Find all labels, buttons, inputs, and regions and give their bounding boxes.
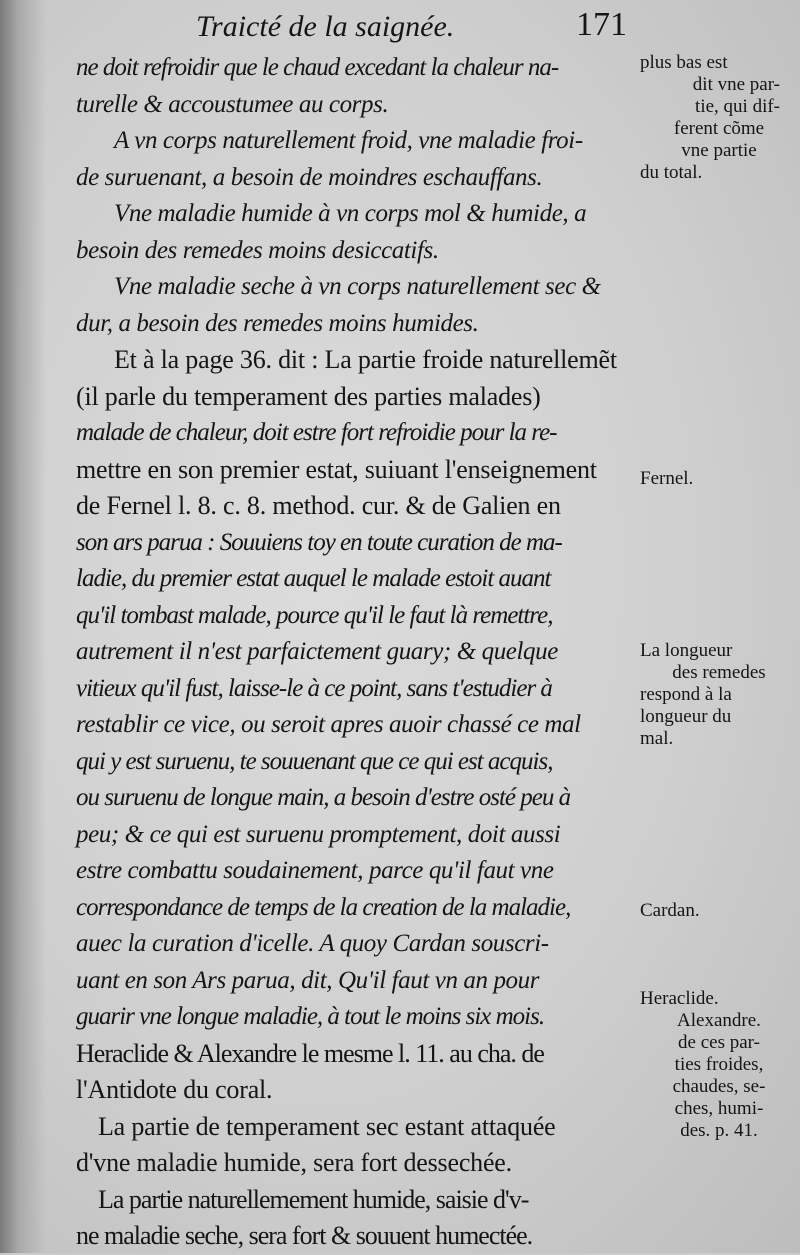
text-line: ne maladie seche, sera fort & souuent humectée.: [76, 1221, 533, 1250]
text-line: de suruenant, a besoin de moindres eschauffans.: [76, 163, 543, 191]
main-text-column: [76, 50, 648, 1255]
text-line: Heraclide & Alexandre le mesme l. 11. au cha. de: [76, 1038, 544, 1068]
page-header: [0, 4, 800, 48]
margin-note: [640, 468, 798, 490]
margin-note: [640, 52, 798, 184]
text-line: besoin des remedes moins desiccatifs.: [76, 236, 439, 264]
text-line: dur, a besoin des remedes moins humides.: [76, 309, 479, 337]
margin-note-line: vne partie: [681, 140, 757, 161]
margin-note-line: respond à la: [640, 684, 732, 705]
margin-note-line: Fernel.: [640, 468, 694, 489]
text-line: mettre en son premier estat, suiuant l'enseignement: [76, 454, 597, 484]
text-line: l'Antidote du coral.: [76, 1075, 273, 1104]
margin-note-line: ferent cõme: [673, 118, 765, 139]
text-line: A vn corps naturellement froid, vne maladie froi-: [114, 127, 583, 154]
text-line: qu'il tombast malade, pource qu'il le faut là remettre,: [76, 601, 553, 629]
text-line: turelle & accoustumee au corps.: [76, 90, 389, 118]
margin-note-line: chaudes, se-: [672, 1076, 766, 1097]
margin-note: [640, 640, 798, 750]
margin-note-line: des remedes: [672, 662, 766, 683]
margin-note-line: dit vne par-: [692, 74, 780, 95]
text-line: La partie naturellemement humide, saisie d'v-: [98, 1184, 529, 1214]
text-line: La partie de temperament sec estant attaquée: [98, 1111, 556, 1141]
margin-note-line: ties froides,: [674, 1054, 764, 1075]
text-line: malade de chaleur, doit estre fort refroidie pour la re-: [76, 419, 557, 446]
margin-note-line: Heraclide.: [640, 988, 719, 1009]
margin-note-line: plus bas est: [640, 52, 728, 73]
running-head: Traicté de la saignée.: [196, 10, 455, 43]
text-line: de Fernel l. 8. c. 8. method. cur. & de Galien en: [76, 491, 561, 520]
text-line: ne doit refroidir que le chaud excedant la chaleur na-: [76, 54, 559, 81]
text-line: guarir vne longue maladie, à tout le moins six mois.: [76, 1003, 545, 1030]
margin-note: [640, 900, 798, 922]
page-number: 171: [576, 6, 627, 43]
margin-note: [640, 988, 798, 1142]
text-line: estre combattu soudainement, parce qu'il faut vne: [76, 857, 554, 884]
margin-notes: [640, 46, 798, 1246]
text-line: Vne maladie seche à vn corps naturellement sec &: [114, 273, 601, 300]
text-line: d'vne maladie humide, sera fort dessechée.: [76, 1148, 512, 1177]
margin-note-line: du total.: [640, 162, 703, 183]
margin-note-line: ches, humi-: [674, 1098, 764, 1119]
text-line: vitieux qu'il fust, laisse-le à ce point, sans t'estudier à: [76, 674, 552, 702]
margin-note-line: La longueur: [640, 640, 733, 661]
margin-note-line: des. p. 41.: [680, 1120, 758, 1141]
text-line: son ars parua : Souuiens toy en toute curation de ma-: [76, 528, 562, 556]
text-line: auec la curation d'icelle. A quoy Cardan souscri-: [76, 930, 549, 957]
page-gutter-shadow: [0, 0, 46, 1253]
margin-note-line: Cardan.: [640, 900, 700, 921]
text-line: Et à la page 36. dit : La partie froide naturellemẽt: [114, 345, 617, 374]
text-line: qui y est suruenu, te souuenant que ce qui est acquis,: [76, 747, 553, 775]
text-line: ladie, du premier estat auquel le malade estoit auant: [76, 565, 551, 592]
margin-note-line: tie, qui dif-: [695, 96, 780, 117]
text-line: Vne maladie humide à vn corps mol & humide, a: [114, 200, 587, 227]
text-line: restablir ce vice, ou seroit apres auoir chassé ce mal: [76, 711, 581, 738]
text-line: autrement il n'est parfaictement guary; & quelque: [76, 638, 558, 665]
margin-note-line: mal.: [640, 728, 674, 749]
text-line: uant en son Ars parua, dit, Qu'il faut vn an pour: [76, 966, 540, 994]
margin-note-line: longueur du: [640, 706, 732, 727]
text-line: correspondance de temps de la creation de la maladie,: [76, 893, 571, 921]
margin-note-line: de ces par-: [678, 1032, 760, 1053]
margin-note-line: Alexandre.: [677, 1010, 761, 1031]
text-line: (il parle du temperament des parties malades): [76, 381, 541, 411]
text-line: peu; & ce qui est suruenu promptement, doit aussi: [76, 820, 561, 848]
text-line: ou suruenu de longue main, a besoin d'estre osté peu à: [76, 784, 571, 811]
